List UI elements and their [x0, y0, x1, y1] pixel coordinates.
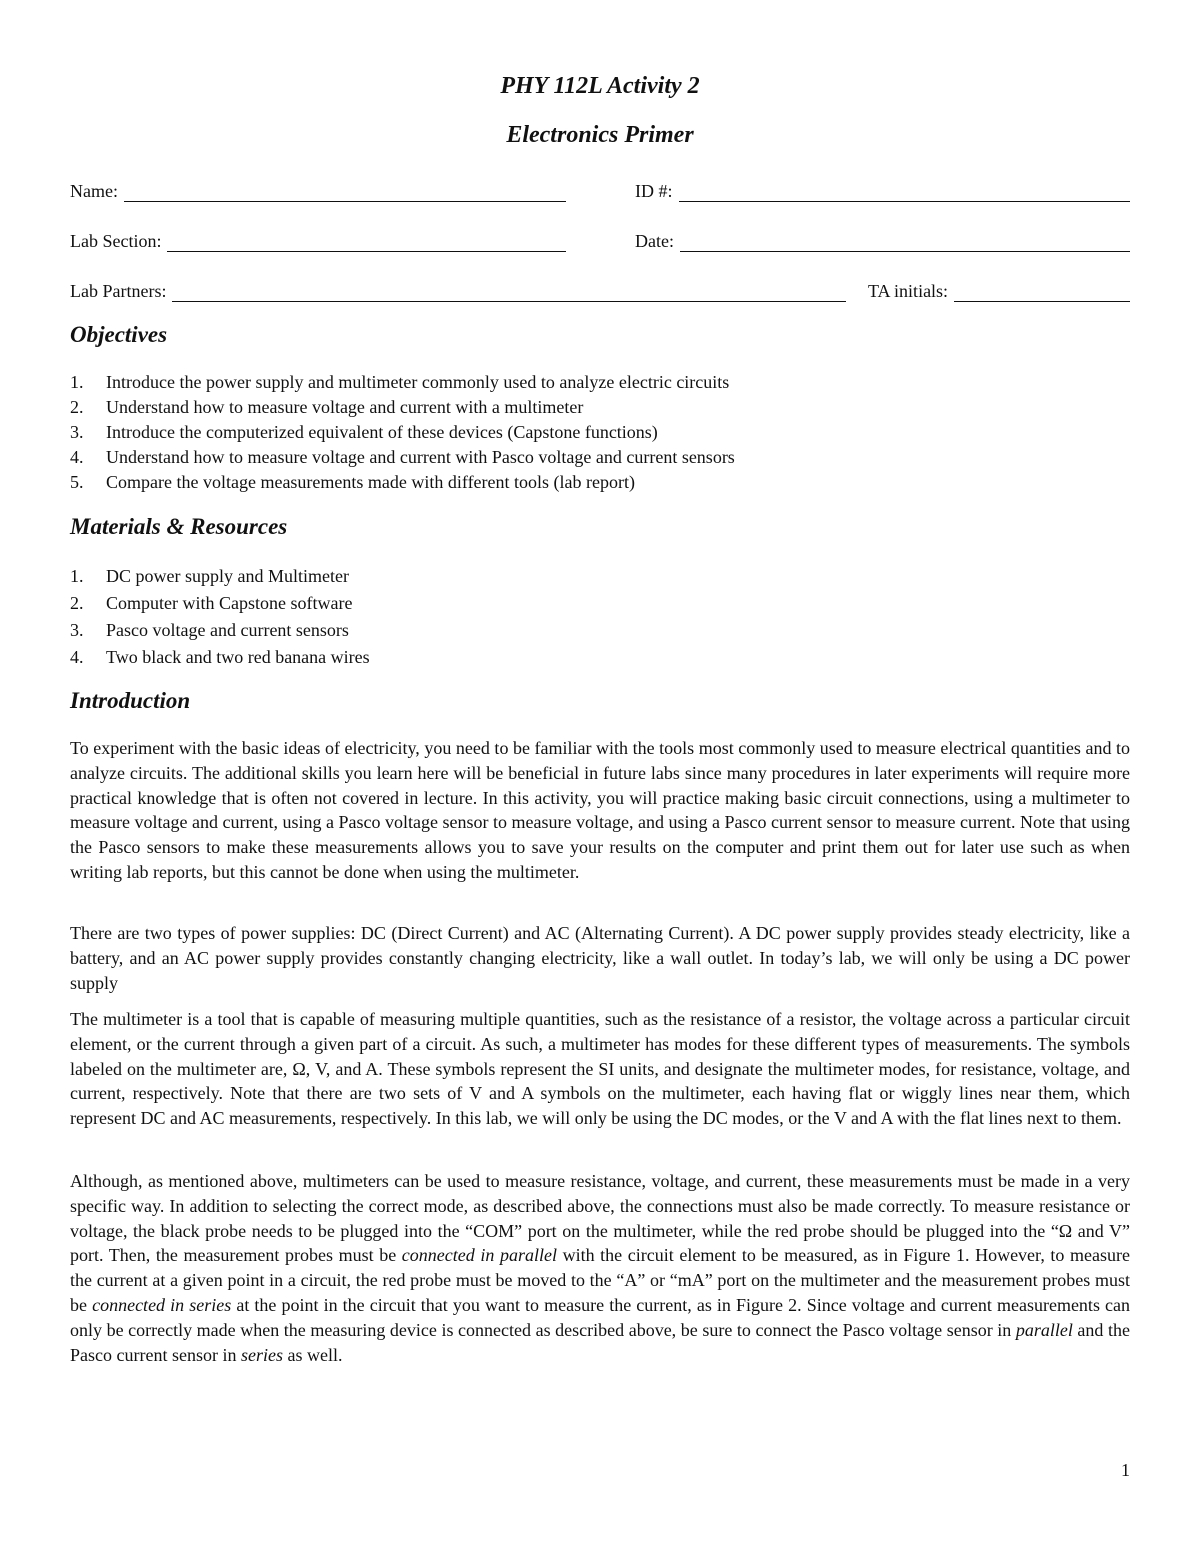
ta-initials-label: TA initials:	[868, 281, 949, 301]
ta-initials-blank-line[interactable]	[954, 282, 1130, 302]
list-text: Introduce the computerized equivalent of these devices (Capstone functions)	[106, 422, 658, 442]
objectives-heading: Objectives	[70, 322, 168, 347]
lab-partners-field[interactable]	[70, 278, 846, 302]
id-label: ID #:	[635, 181, 673, 201]
list-text: Understand how to measure voltage and current with a multimeter	[106, 397, 584, 417]
id-blank-line[interactable]	[679, 182, 1131, 202]
date-field[interactable]	[635, 228, 1130, 252]
list-number: 1.	[70, 566, 84, 586]
list-number: 2.	[70, 397, 84, 417]
lab-section-blank-line[interactable]	[167, 232, 566, 252]
list-text: Two black and two red banana wires	[106, 647, 370, 667]
materials-heading: Materials & Resources	[70, 514, 288, 539]
list-item	[70, 420, 735, 445]
list-number: 4.	[70, 447, 84, 467]
list-text: Computer with Capstone software	[106, 593, 353, 613]
paragraph-text: Although, as mentioned above, multimeters can be used to measure resistance, voltage, and current, these measurements must be made in a very specific way. In addition to selecting the correct mode, as described above, the connections must also be made correctly. To measure resistance or voltage, the black probe needs to be plugged into the “COM” port on the multimeter, while the red probe should be plugged into the “Ω and V” port. Then, the measurement probes must be	[70, 1171, 1130, 1266]
list-number: 3.	[70, 422, 84, 442]
list-text: DC power supply and Multimeter	[106, 566, 349, 586]
list-text: Understand how to measure voltage and current with Pasco voltage and current sensors	[106, 447, 735, 467]
name-blank-line[interactable]	[124, 182, 566, 202]
objectives-list	[70, 370, 735, 495]
emphasis-text: connected in parallel	[401, 1245, 557, 1266]
materials-list	[70, 563, 370, 671]
list-item	[70, 590, 370, 617]
document-subtitle: Electronics Primer	[506, 122, 694, 148]
emphasis-text: series	[240, 1344, 283, 1365]
id-field[interactable]	[635, 178, 1130, 202]
list-number: 5.	[70, 472, 84, 492]
lab-section-field[interactable]	[70, 228, 566, 252]
paragraph-text: as well.	[282, 1344, 343, 1365]
list-text: Pasco voltage and current sensors	[106, 620, 349, 640]
list-item	[70, 395, 735, 420]
date-label: Date:	[635, 231, 674, 251]
emphasis-text: parallel	[1015, 1319, 1073, 1340]
list-item	[70, 563, 370, 590]
list-text: Compare the voltage measurements made with different tools (lab report)	[106, 472, 635, 492]
list-number: 1.	[70, 372, 84, 392]
intro-paragraph-1: To experiment with the basic ideas of electricity, you need to be familiar with the tools most commonly used to measure electrical quantities and to analyze circuits. The additional skills you learn here will be beneficial in future labs since many procedures in later experiments will require more practical knowledge that is often not covered in lecture. In this activity, you will practice making basic circuit connections, using a multimeter to measure voltage and current, using a Pasco voltage sensor to measure voltage, and using a Pasco current sensor to measure current. Note that using the Pasco sensors to make these measurements allows you to save your results on the computer and print them out for later use such as when writing lab reports, but this cannot be done when using the multimeter.	[70, 738, 1130, 882]
paragraph-text: at the point in the circuit that you want to measure the current, as in Figure 2. Since voltage and current measurements can only be correctly made when the measuring device is connected as described above, be sure to connect the Pasco voltage sensor in	[70, 1294, 1131, 1340]
paragraph-text: with the circuit element to be measured, as in Figure 1. However, to measure the current at a given point in a circuit, the red probe must be moved to the “A” or “mA” port on the multimeter and the measurement probes must be	[70, 1245, 1130, 1315]
emphasis-text: connected in series	[92, 1294, 232, 1315]
list-number: 4.	[70, 647, 84, 667]
name-field[interactable]	[70, 178, 566, 202]
list-item	[70, 617, 370, 644]
list-item	[70, 445, 735, 470]
list-number: 2.	[70, 593, 84, 613]
list-item	[70, 370, 735, 395]
introduction-heading: Introduction	[70, 688, 191, 713]
paragraph-text: and the Pasco current sensor in	[70, 1319, 1130, 1365]
list-number: 3.	[70, 620, 84, 640]
intro-paragraph-3: The multimeter is a tool that is capable of measuring multiple quantities, such as the resistance of a resistor, the voltage across a particular circuit element, or the current through a given part of a circuit. As such, a multimeter has modes for these different types of measurements. The symbols labeled on the multimeter are, Ω, V, and A. These symbols represent the SI units, and designate the multimeter modes, for resistance, voltage, and current, respectively. Note that there are two sets of V and A symbols on the multimeter, each having flat or wiggly lines near them, which represent DC and AC measurements, respectively. In this lab, we will only be using the DC modes, or the V and A with the flat lines next to them.	[70, 1009, 1130, 1129]
ta-initials-field[interactable]	[868, 278, 1130, 302]
lab-partners-label: Lab Partners:	[70, 281, 167, 301]
list-item	[70, 470, 735, 495]
name-label: Name:	[70, 181, 118, 201]
document-title: PHY 112L Activity 2	[500, 73, 700, 99]
intro-paragraph-4	[70, 1169, 1130, 1367]
intro-paragraph-2: There are two types of power supplies: DC (Direct Current) and AC (Alternating Current). A DC power supply provides steady electricity, like a battery, and an AC power supply provides constantly changing electricity, like a wall outlet. In today’s lab, we will only be using a DC power supply	[70, 923, 1130, 993]
list-text: Introduce the power supply and multimeter commonly used to analyze electric circuits	[106, 372, 730, 392]
lab-partners-blank-line[interactable]	[172, 282, 846, 302]
lab-section-label: Lab Section:	[70, 231, 162, 251]
page-number: 1	[1121, 1460, 1130, 1480]
list-item	[70, 644, 370, 671]
date-blank-line[interactable]	[680, 232, 1130, 252]
